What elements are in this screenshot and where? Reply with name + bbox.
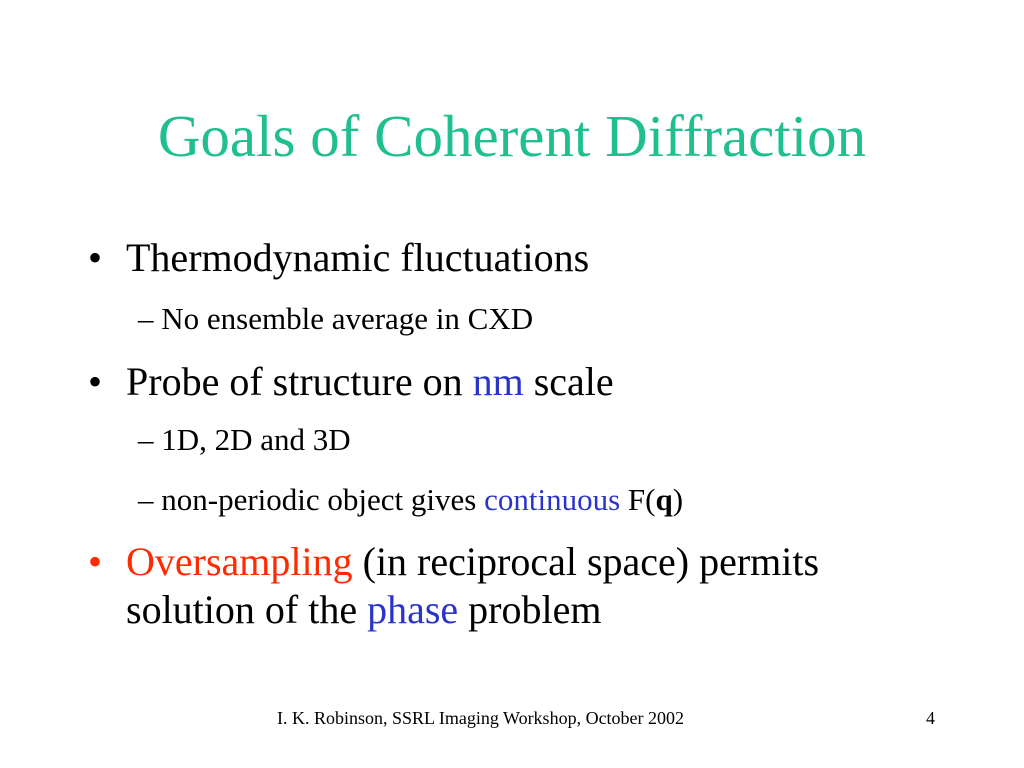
sub-bullet-dimensions: – 1D, 2D and 3D <box>138 422 351 457</box>
highlight-continuous: continuous <box>484 482 621 517</box>
slide-title: Goals of Coherent Diffraction <box>157 103 867 169</box>
bullet-text-post: problem <box>458 587 602 632</box>
page-number: 4 <box>926 708 935 728</box>
bullet-probe-structure <box>88 358 614 406</box>
bold-q: q <box>655 482 673 517</box>
bullet-thermodynamic <box>88 234 589 282</box>
sub-text-pre: – non-periodic object gives <box>138 482 485 517</box>
sub-text-close: ) <box>672 482 684 517</box>
footer-text: I. K. Robinson, SSRL Imaging Workshop, October 2002 <box>277 708 685 728</box>
bullet-dot: • <box>88 235 103 280</box>
bullet-text-post: scale <box>523 359 614 404</box>
bullet-text <box>126 538 926 634</box>
bullet-text-pre: Probe of structure on <box>126 359 473 404</box>
highlight-oversampling: Oversampling <box>126 539 353 584</box>
bullet-dot: • <box>88 359 103 404</box>
sub-bullet-ensemble: – No ensemble average in CXD <box>138 301 534 336</box>
bullet-text-mid: (in reciprocal space) permits solution of the <box>126 539 820 632</box>
highlight-nm: nm <box>472 359 524 404</box>
bullet-dot: • <box>88 539 103 584</box>
sub-text-f: F( <box>620 482 656 517</box>
bullet-text: Thermodynamic fluctuations <box>126 235 590 280</box>
sub-bullet-nonperiodic <box>138 481 683 519</box>
bullet-oversampling <box>88 538 926 634</box>
bullet-text <box>126 358 614 406</box>
highlight-phase: phase <box>367 587 459 632</box>
